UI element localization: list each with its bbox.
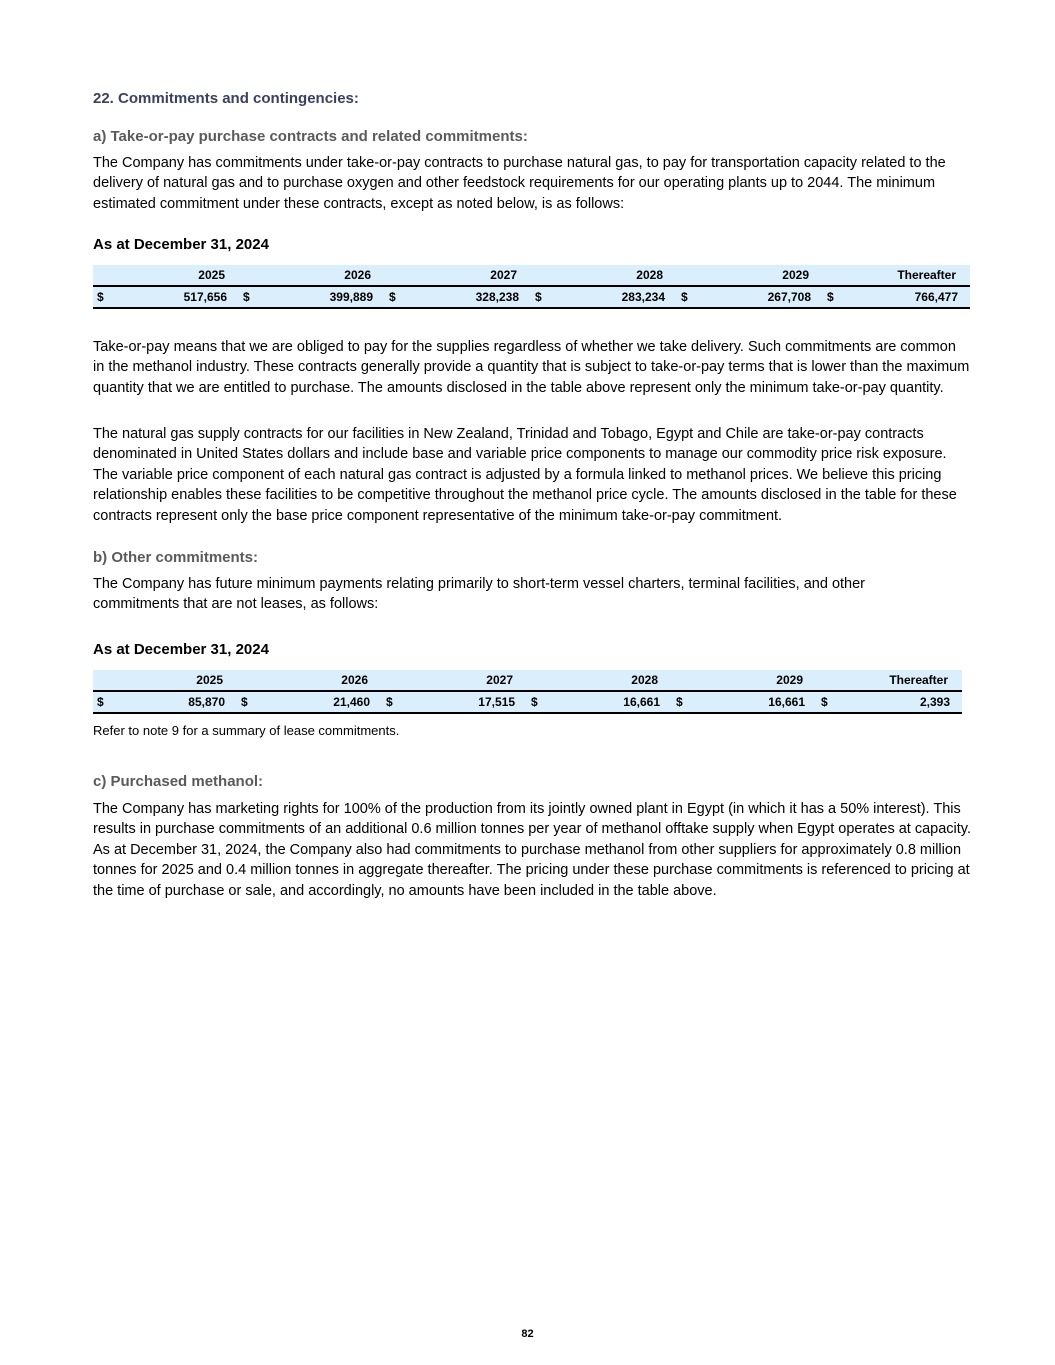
amount-2027: 328,238 [475,290,519,304]
table-header-row [93,265,970,286]
other-commitments-table [93,670,962,714]
amount-2026: 21,460 [333,695,370,709]
col-header-2029: 2029 [677,265,823,286]
table-cell [677,286,823,308]
col-header-2027: 2027 [382,670,527,691]
col-header-2029: 2029 [672,670,817,691]
section-b-heading: b) Other commitments: [93,549,259,566]
table-cell [237,691,382,713]
section-b-intro: The Company has future minimum payments relating primarily to short-term vessel charters, terminal facilities, and other commitments that are not leases, as follows: [93,576,866,613]
amount-thereafter: 2,393 [919,695,950,709]
amount-thereafter: 766,477 [914,290,958,304]
currency-symbol: $ [681,290,688,304]
col-header-2027: 2027 [385,265,531,286]
page-number: 82 [521,1328,534,1340]
table-row [93,691,962,713]
table-cell [93,691,237,713]
section-b-as-at: As at December 31, 2024 [93,641,269,658]
amount-2028: 16,661 [623,695,660,709]
table-header-row [93,670,962,691]
take-or-pay-table [93,265,970,309]
currency-symbol: $ [676,695,683,709]
col-header-2025: 2025 [93,670,237,691]
col-header-2026: 2026 [239,265,385,286]
table-cell [531,286,677,308]
section-a-paragraph-2: Take-or-pay means that we are obliged to pay for the supplies regardless of whether we take delivery. Such commitments are common in the methanol industry. These contracts generally provide a quantity that is subject to take-or-pay terms that is lower than the maximum quantity that we are entitled to purchase. The amounts disclosed in the table above represent only the minimum take-or-pay quantity. [93,339,970,396]
currency-symbol: $ [241,695,248,709]
section-a-heading: a) Take-or-pay purchase contracts and related commitments: [93,128,528,145]
section-a-intro: The Company has commitments under take-or-pay contracts to purchase natural gas, to pay for transportation capacity related to the delivery of natural gas and to purchase oxygen and other feedstock requirements for our operating plants up to 2044. The minimum estimated commitment under these contracts, except as noted below, is as follows: [93,155,946,212]
col-header-2028: 2028 [527,670,672,691]
table-cell [823,286,970,308]
section-c-paragraph: The Company has marketing rights for 100% of the production from its jointly owned plant in Egypt (in which it has a 50% interest). This results in purchase commitments of an additional 0.6 million tonnes per year of methanol offtake supply when Egypt operates at capacity. As at December 31, 2024, the Company also had commitments to purchase methanol from other suppliers for approximately 0.8 million tonnes for 2025 and 0.4 million tonnes in aggregate thereafter. The pricing under these purchase commitments is referenced to pricing at the time of purchase or sale, and accordingly, no amounts have been included in the table above. [93,801,972,899]
table-cell [385,286,531,308]
section-a-paragraph-3: The natural gas supply contracts for our facilities in New Zealand, Trinidad and Tobago, Egypt and Chile are take-or-pay contracts denominated in United States dollars and include base and variable price components to manage our commodity price risk exposure. The variable price component of each natural gas contract is adjusted by a formula linked to methanol prices. We believe this pricing relationship enables these facilities to be competitive throughout the methanol price cycle. The amounts disclosed in the table for these contracts represent only the base price component representative of the minimum take-or-pay commitment. [93,426,957,524]
table-cell [239,286,385,308]
currency-symbol: $ [531,695,538,709]
col-header-thereafter: Thereafter [823,265,970,286]
table-cell [93,286,239,308]
amount-2028: 283,234 [621,290,665,304]
currency-symbol: $ [97,290,104,304]
amount-2029: 16,661 [768,695,805,709]
amount-2029: 267,708 [767,290,811,304]
table-cell [672,691,817,713]
amount-2025: 85,870 [188,695,225,709]
currency-symbol: $ [827,290,834,304]
table-cell [527,691,672,713]
note-title: 22. Commitments and contingencies: [93,90,359,107]
col-header-2025: 2025 [93,265,239,286]
currency-symbol: $ [386,695,393,709]
col-header-2026: 2026 [237,670,382,691]
table-cell [817,691,962,713]
amount-2027: 17,515 [478,695,515,709]
amount-2025: 517,656 [183,290,227,304]
lease-commitments-note: Refer to note 9 for a summary of lease commitments. [93,723,400,738]
currency-symbol: $ [97,695,104,709]
col-header-2028: 2028 [531,265,677,286]
section-c-heading: c) Purchased methanol: [93,773,264,790]
section-a-as-at: As at December 31, 2024 [93,236,269,253]
currency-symbol: $ [821,695,828,709]
table-cell [382,691,527,713]
amount-2026: 399,889 [329,290,373,304]
table-row [93,286,970,308]
currency-symbol: $ [389,290,396,304]
currency-symbol: $ [243,290,250,304]
currency-symbol: $ [535,290,542,304]
col-header-thereafter: Thereafter [817,670,962,691]
